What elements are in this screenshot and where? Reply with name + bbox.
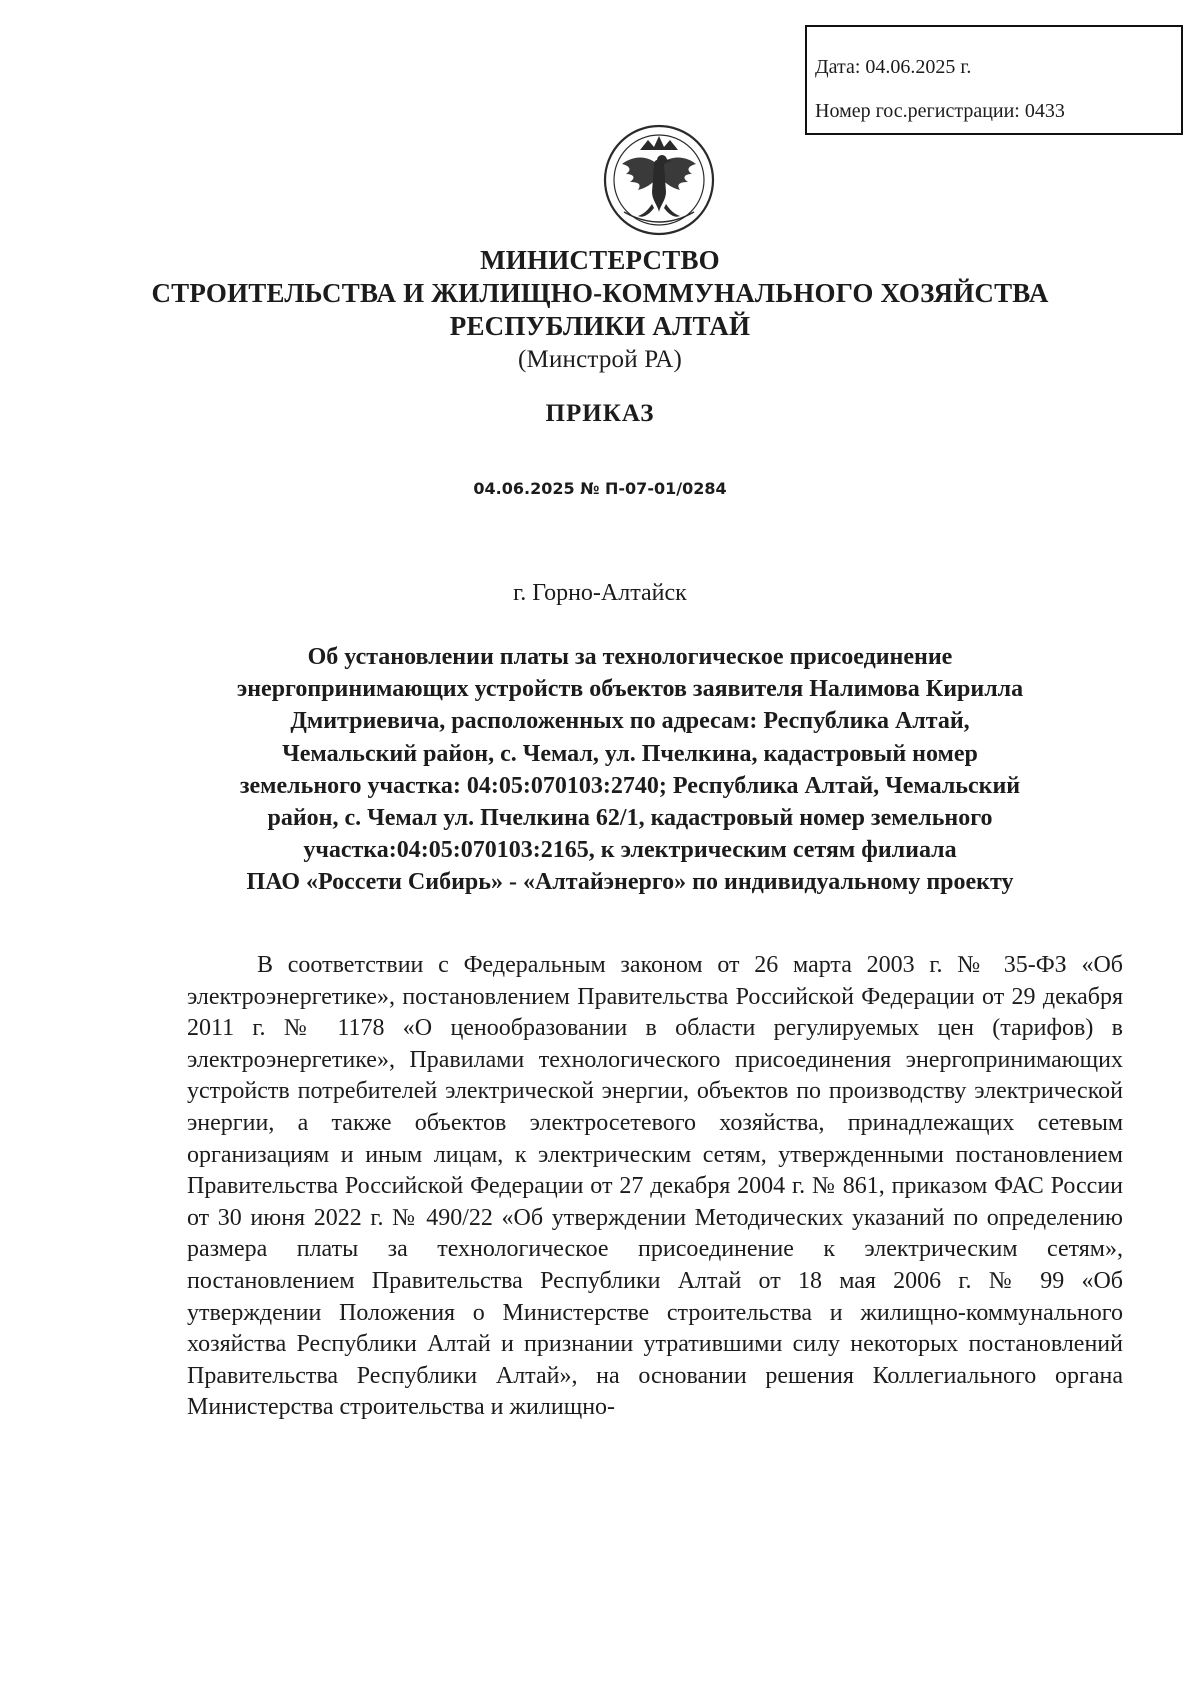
registration-date-value: 04.06.2025 г. — [865, 56, 972, 78]
ministry-line-2: СТРОИТЕЛЬСТВА И ЖИЛИЩНО-КОММУНАЛЬНОГО ХОЗЯЙСТВА — [151, 278, 1049, 308]
registration-number-row — [815, 89, 1181, 133]
subject-line: земельного участка: 04:05:070103:2740; Республика Алтай, Чемальский — [239, 772, 1021, 799]
registration-date-label: Дата: — [815, 56, 861, 78]
coat-of-arms-emblem — [602, 120, 716, 238]
subject-line: энергопринимающих устройств объектов заявителя Налимова Кирилла — [236, 676, 1024, 703]
ministry-name — [100, 244, 1100, 377]
order-subject — [170, 641, 1090, 899]
body-paragraph: В соответствии с Федеральным законом от 26 марта 2003 г. № 35-ФЗ «Об электроэнергетике», постановлением Правительства Российской Федерации от 29 декабря 2011 г. № 1178 «О ценообразовании в области регулируемых цен (тарифов) в электроэнергетике», Правилами технологического присоединения энергопринимающих устройств потребителей электрической энергии, объектов по производству электрической энергии, а также объектов электросетевого хозяйства, принадлежащих сетевым организациям и иным лицам, к электрическим сетям, утвержденными постановлением Правительства Российской Федерации от 27 декабря 2004 г. № 861, приказом ФАС России от 30 июня 2022 г. № 490/22 «Об утверждении Методических указаний по определению размера платы за технологическое присоединение к электрическим сетям», постановлением Правительства Республики Алтай от 18 мая 2006 г. № 99 «Об утверждении Положения о Министерстве строительства и жилищно-коммунального хозяйства Республики Алтай и признании утратившими силу некоторых постановлений Правительства Республики Алтай», на основании решения Коллегиального органа Министерства строительства и жилищно- — [187, 952, 1123, 1421]
subject-line: Дмитриевича, расположенных по адресам: Республика Алтай, — [290, 708, 970, 735]
city-line: г. Горно-Алтайск — [513, 580, 687, 606]
subject-line: Чемальский район, с. Чемал, ул. Пчелкина, кадастровый номер — [282, 740, 978, 767]
subject-line: район, с. Чемал ул. Пчелкина 62/1, кадастровый номер земельного — [267, 805, 993, 832]
ministry-line-3: РЕСПУБЛИКИ АЛТАЙ — [449, 311, 751, 341]
registration-number-value: 0433 — [1024, 100, 1065, 122]
subject-line: участка:04:05:070103:2165, к электрическим сетям филиала — [303, 837, 957, 864]
registration-number-label: Номер гос.регистрации: — [815, 100, 1020, 122]
registration-stamp — [805, 25, 1183, 135]
registration-date-row — [815, 45, 1181, 89]
document-type-title: ПРИКАЗ — [545, 400, 655, 427]
ministry-line-1: МИНИСТЕРСТВО — [480, 245, 720, 275]
order-date-number: 04.06.2025 № П-07-01/0284 — [473, 479, 727, 498]
subject-line: ПАО «Россети Сибирь» - «Алтайэнерго» по индивидуальному проекту — [246, 869, 1014, 896]
ministry-short-name: (Минстрой РА) — [518, 346, 682, 373]
subject-line: Об установлении платы за технологическое присоединение — [307, 644, 953, 670]
